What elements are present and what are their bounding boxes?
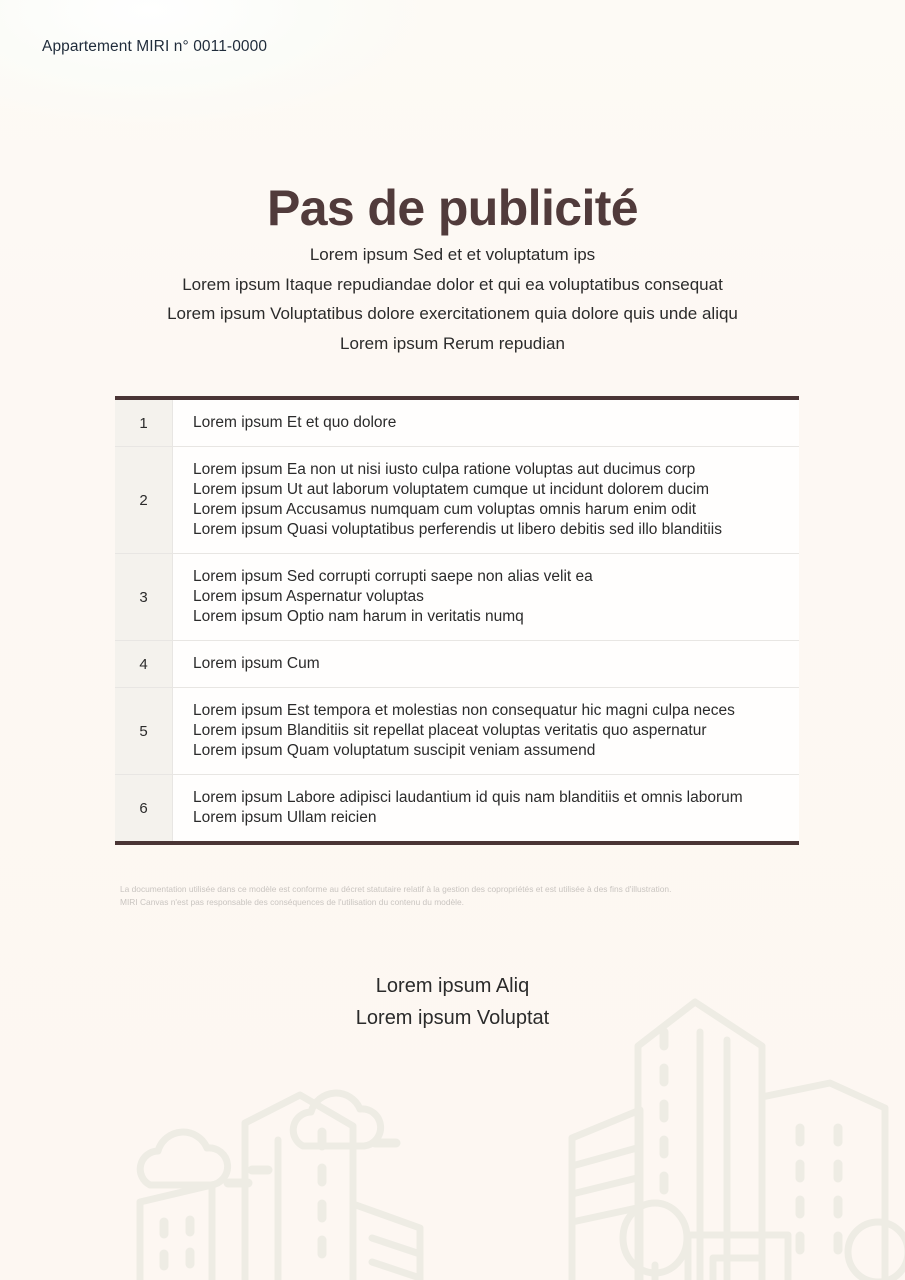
cloud-icon <box>293 1093 396 1146</box>
row-content <box>173 400 799 446</box>
row-line: Lorem ipsum Cum <box>193 655 320 672</box>
row-number: 5 <box>115 688 173 774</box>
row-number: 6 <box>115 775 173 841</box>
table-row <box>115 775 799 841</box>
row-number: 1 <box>115 400 173 446</box>
row-line: Lorem ipsum Accusamus numquam cum voluptas omnis harum enim odit <box>193 501 697 518</box>
footer-line: Lorem ipsum Aliq <box>375 975 530 997</box>
building-icon <box>140 1185 212 1280</box>
row-number: 3 <box>115 554 173 640</box>
building-icon <box>688 1235 788 1280</box>
row-number: 2 <box>115 447 173 553</box>
row-number: 4 <box>115 641 173 687</box>
disclaimer-line: La documentation utilisée dans ce modèle est conforme au décret statutaire relatif à la gestion des copropriétés et est utilisée à des fins d'illustration. <box>120 884 672 894</box>
row-content <box>173 775 799 841</box>
row-line: Lorem ipsum Ea non ut nisi iusto culpa ratione voluptas aut ducimus corp <box>193 461 696 478</box>
row-line: Lorem ipsum Optio nam harum in veritatis numq <box>193 608 524 625</box>
row-line: Lorem ipsum Sed corrupti corrupti saepe non alias velit ea <box>193 568 593 585</box>
skyline-group <box>140 1002 905 1280</box>
building-icon <box>762 1083 885 1280</box>
row-content <box>173 447 799 553</box>
row-line: Lorem ipsum Quam voluptatum suscipit veniam assumend <box>193 742 596 759</box>
tree-icon <box>848 1222 905 1280</box>
row-line: Lorem ipsum Ut aut laborum voluptatem cumque ut incidunt dolorem ducim <box>193 481 710 498</box>
row-line: Lorem ipsum Et et quo dolore <box>193 414 397 431</box>
row-content <box>173 688 799 774</box>
legal-disclaimer <box>120 883 800 909</box>
table-row <box>115 554 799 641</box>
table-row <box>115 641 799 688</box>
page-title: Pas de publicité <box>266 179 639 236</box>
document-reference-label: Appartement MIRI n° 0011-0000 <box>42 38 268 55</box>
row-content <box>173 554 799 640</box>
row-line: Lorem ipsum Blanditiis sit repellat placeat voluptas veritatis quo aspernatur <box>193 722 707 739</box>
row-line: Lorem ipsum Labore adipisci laudantium id quis nam blanditiis et omnis laborum <box>193 789 743 806</box>
table-row <box>115 688 799 775</box>
row-line: Lorem ipsum Est tempora et molestias non consequatur hic magni culpa neces <box>193 702 735 719</box>
subtitle-block <box>0 240 905 358</box>
subtitle-line: Lorem ipsum Sed et et voluptatum ips <box>309 245 596 264</box>
clause-table <box>115 396 799 845</box>
row-line: Lorem ipsum Ullam reicien <box>193 809 377 826</box>
building-icon <box>353 1204 420 1280</box>
footer-block <box>0 970 905 1034</box>
row-line: Lorem ipsum Aspernatur voluptas <box>193 588 424 605</box>
subtitle-line: Lorem ipsum Voluptatibus dolore exercitationem quia dolore quis unde aliqu <box>167 304 738 324</box>
row-content <box>173 641 799 687</box>
row-line: Lorem ipsum Quasi voluptatibus perferendis ut libero debitis sed illo blanditiis <box>193 521 722 538</box>
cloud-icon <box>140 1132 268 1185</box>
footer-line: Lorem ipsum Voluptat <box>355 1007 550 1029</box>
tree-icon <box>623 1203 687 1280</box>
disclaimer-line: MIRI Canvas n'est pas responsable des conséquences de l'utilisation du contenu du modèle. <box>120 897 464 907</box>
subtitle-line: Lorem ipsum Rerum repudian <box>340 333 565 353</box>
subtitle-line: Lorem ipsum Itaque repudiandae dolor et qui ea voluptatibus consequat <box>182 274 723 294</box>
building-icon <box>638 1002 762 1280</box>
building-icon <box>245 1095 353 1280</box>
table-row <box>115 447 799 554</box>
table-row <box>115 400 799 447</box>
building-icon <box>572 1110 640 1280</box>
